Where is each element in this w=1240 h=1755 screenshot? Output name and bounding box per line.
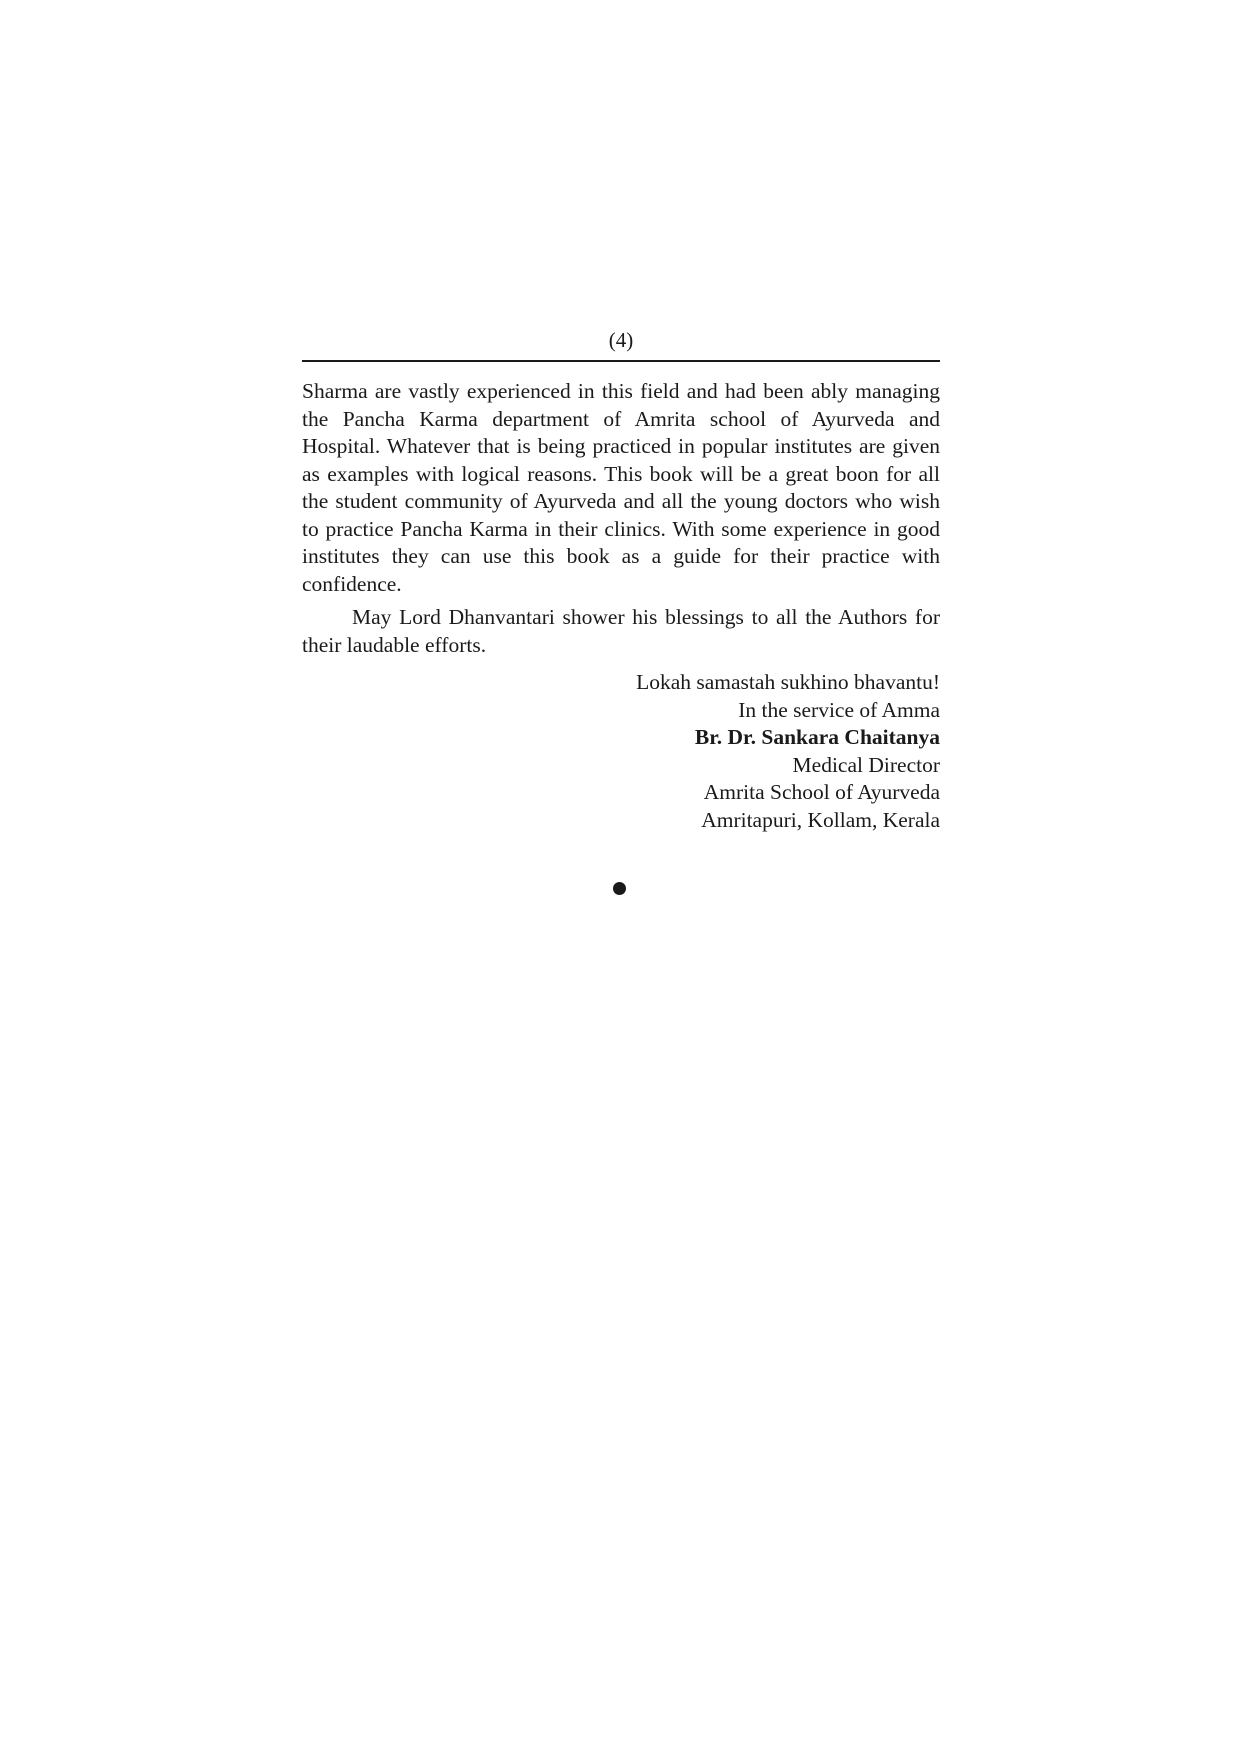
blessing-line: Lokah samastah sukhino bhavantu! — [636, 670, 940, 694]
signatory-institution: Amrita School of Ayurveda — [703, 780, 940, 804]
page-number: (4) — [608, 328, 634, 352]
signatory-name: Br. Dr. Sankara Chaitanya — [694, 725, 940, 749]
body-text — [302, 378, 940, 659]
service-line: In the service of Amma — [738, 697, 940, 722]
signatory-location: Amritapuri, Kollam, Kerala — [701, 807, 940, 832]
paragraph-2: May Lord Dhanvantari shower his blessings to all the Authors for their laudable efforts. — [302, 605, 940, 657]
signatory-title: Medical Director — [792, 752, 940, 777]
signature-block — [540, 669, 940, 834]
header-divider — [302, 360, 940, 362]
bullet-icon — [613, 882, 626, 895]
paragraph-1: Sharma are vastly experienced in this field and had been ably managing the Pancha Karma department of Amrita school of Ayurveda and Hospital. Whatever that is being practiced in popular institutes are given as examples with logical reasons. This book will be a great boon for all the student community of Ayurveda and all the young doctors who wish to practice Pancha Karma in their clinics. With some experience in good institutes they can use this book as a guide for their practice with confidence. — [302, 379, 940, 596]
